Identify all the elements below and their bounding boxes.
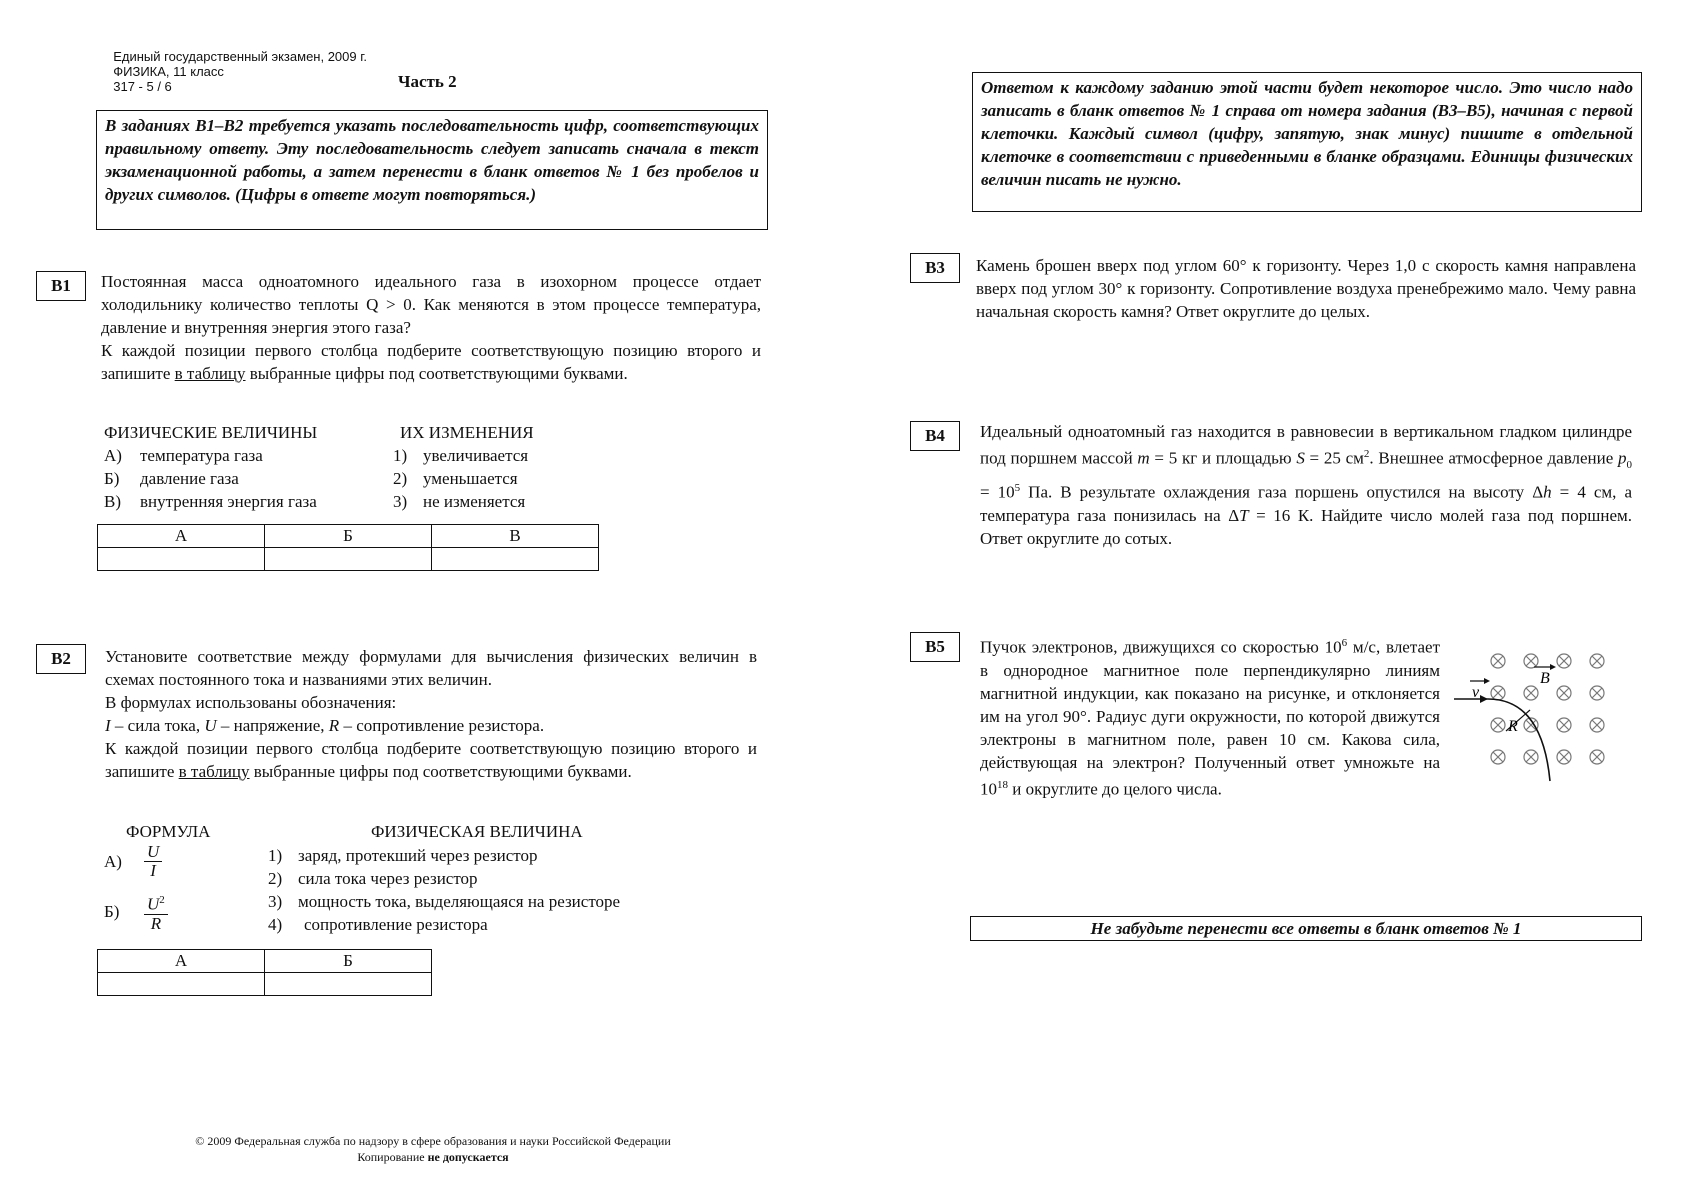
b2-right-item: сопротивление резистора [304, 915, 488, 934]
b2-col2-head: ФИЗИЧЕСКАЯ ВЕЛИЧИНА [371, 822, 583, 841]
task-b1-text [101, 270, 761, 385]
task-label-b4: В4 [910, 421, 960, 451]
exam-title: Единый государственный экзамен, 2009 г. [113, 49, 367, 64]
b2-paragraph-2: В формулах использованы обозначения: [105, 693, 397, 712]
task-label-b3: В3 [910, 253, 960, 283]
field-into-page-icon [1557, 654, 1571, 668]
b2-answer-cell[interactable] [98, 973, 265, 996]
b1-answer-cell[interactable] [432, 548, 599, 571]
b1-answer-cell[interactable] [98, 548, 265, 571]
b2-right-item: сила тока через резистор [298, 869, 478, 888]
b2-link-table: в таблицу [178, 762, 250, 781]
page-number: 317 - 5 / 6 [113, 79, 172, 94]
b2-answer-cell[interactable] [265, 973, 432, 996]
b2-answer-table [97, 949, 432, 996]
subject-title: ФИЗИКА, 11 класс [113, 64, 224, 79]
b2-paragraph-3: I – сила тока, U – напряжение, R – сопротивление резистора. [105, 716, 545, 735]
field-into-page-icon [1557, 750, 1571, 764]
fig-label-r: R [1508, 718, 1518, 735]
field-into-page-icon [1590, 686, 1604, 700]
field-into-page-icon [1557, 718, 1571, 732]
fig-label-b: B [1540, 670, 1550, 687]
b2-formula-b: Б) $\frac{U^2}{R}$ [104, 891, 168, 933]
b5-magnetic-field-figure [1450, 645, 1610, 785]
field-into-page-icon [1590, 654, 1604, 668]
b2-table-head: Б [265, 950, 432, 973]
footer-copy-note: Копирование не допускается [357, 1150, 509, 1164]
task-label-b5: В5 [910, 632, 960, 662]
b2-right-item: заряд, протекший через резистор [298, 846, 538, 865]
reminder-box: Не забудьте перенести все ответы в бланк ответов № 1 [970, 916, 1642, 941]
task-b3-text: Камень брошен вверх под углом 60° к горизонту. Через 1,0 с скорость камня направлена вверх под углом 30° к горизонту. Сопротивление воздуха пренебрежимо мало. Чему равна начальная скорость камня? Ответ округлите до целых. [976, 256, 1636, 321]
part-title: Часть 2 [398, 72, 457, 91]
field-into-page-icon [1524, 686, 1538, 700]
b1-table-head: А [98, 525, 265, 548]
b1-right-item: уменьшается [423, 469, 518, 488]
field-into-page-icon [1557, 686, 1571, 700]
b1-answer-cell[interactable] [265, 548, 432, 571]
footer-copyright: © 2009 Федеральная служба по надзору в сфере образования и науки Российской Федерации [195, 1134, 671, 1148]
b1-table-head: Б [265, 525, 432, 548]
fig-label-v: v [1472, 684, 1480, 701]
b1-left-item: давление газа [140, 469, 239, 488]
b1-table-head: В [432, 525, 599, 548]
field-into-page-icon [1590, 718, 1604, 732]
b1-left-item: температура газа [140, 446, 263, 465]
field-into-page-icon [1491, 718, 1505, 732]
b1-right-item: не изменяется [423, 492, 526, 511]
field-into-page-icon [1491, 654, 1505, 668]
b2-paragraph-4: К каждой позиции первого столбца подберите соответствующую позицию второго и запишите в таблицу выбранные цифры под соответствующими буквами. [105, 739, 757, 781]
b1-paragraph-1: Постоянная масса одноатомного идеального газа в изохорном процессе отдает холодильнику количество теплоты Q > 0. Как меняются в этом процессе температура, давление и внутренняя энергия этого газа? [101, 272, 761, 337]
b1-right-item: увеличивается [423, 446, 529, 465]
page-footer [168, 1133, 698, 1165]
field-into-page-icon [1524, 750, 1538, 764]
field-into-page-icon [1491, 686, 1505, 700]
b1-link-table: в таблицу [174, 364, 246, 383]
task-b2-text [105, 645, 757, 783]
b2-formula-a: А) $\frac{U}{I}$ [104, 843, 162, 880]
b2-paragraph-1: Установите соответствие между формулами для вычисления физических величин в схемах постоянного тока и названиями этих величин. [105, 647, 757, 689]
field-into-page-icon [1491, 750, 1505, 764]
task-label-b1: В1 [36, 271, 86, 301]
task-label-b2: В2 [36, 644, 86, 674]
field-into-page-icon [1590, 750, 1604, 764]
b1-columns: ФИЗИЧЕСКИЕ ВЕЛИЧИНЫ ИХ ИЗМЕНЕНИЯ А) температура газа 1) увеличивается Б) давление газа 2) уменьшается В) внутренняя энергия газа 3) не изменяется [104, 423, 534, 511]
b1-left-item: внутренняя энергия газа [140, 492, 317, 511]
field-into-page-icon [1524, 654, 1538, 668]
task-b5-text: Пучок электронов, движущихся со скоростью $10^6$ м/с, влетает в однородное магнитное поле перпендикулярно линиям магнитной индукции, как показано на рисунке, и отклоняется им на угол 90°. Радиус дуги окружности, по которой движутся электроны в магнитном поле, равен 10 см. Какова сила, действующая на электрон? Полученный ответ умножьте на $10^{18}$ и округлите до целого числа. [980, 637, 1441, 799]
b1-answer-table [97, 524, 599, 571]
b2-right-list: 1) заряд, протекший через резистор 2) сила тока через резистор 3) мощность тока, выделяющаяся на резисторе 4) сопротивление резистора [268, 846, 621, 934]
b1-col1-head: ФИЗИЧЕСКИЕ ВЕЛИЧИНЫ [104, 423, 318, 442]
b2-col1-head: ФОРМУЛА [126, 822, 211, 841]
b1-paragraph-2: К каждой позиции первого столбца подберите соответствующую позицию второго и запишите в таблицу выбранные цифры под соответствующими буквами. [101, 341, 761, 383]
page-header [106, 34, 401, 94]
b2-table-head: А [98, 950, 265, 973]
b1-col2-head: ИХ ИЗМЕНЕНИЯ [400, 423, 534, 442]
intro-box-right: Ответом к каждому заданию этой части будет некоторое число. Это число надо записать в бланк ответов № 1 справа от номера задания (В3–В5), начиная с первой клеточки. Каждый символ (цифру, запятую, знак минус) пишите в отдельной клеточке в соответствии с приведенными в бланке образцами. Единицы физических величин писать не нужно. [972, 72, 1642, 212]
task-b4-text: Идеальный одноатомный газ находится в равновесии в вертикальном гладком цилиндре под поршнем массой m = 5 кг и площадью S = 25 $см^2$. Внешнее атмосферное давление $p_0 = 10^5$ Па. В результате охлаждения газа поршень опустился на высоту Δh = 4 см, а температура газа понизилась на ΔT = 16 К. Найдите число молей газа под поршнем. Ответ округлите до сотых. [980, 422, 1632, 548]
intro-box-left: В заданиях В1–В2 требуется указать последовательность цифр, соответствующих правильному ответу. Эту последовательность следует записать сначала в текст экзаменационной работы, а затем перенести в бланк ответов № 1 без пробелов и других символов. (Цифры в ответе могут повторяться.) [96, 110, 768, 230]
b2-right-item: мощность тока, выделяющаяся на резисторе [298, 892, 621, 911]
